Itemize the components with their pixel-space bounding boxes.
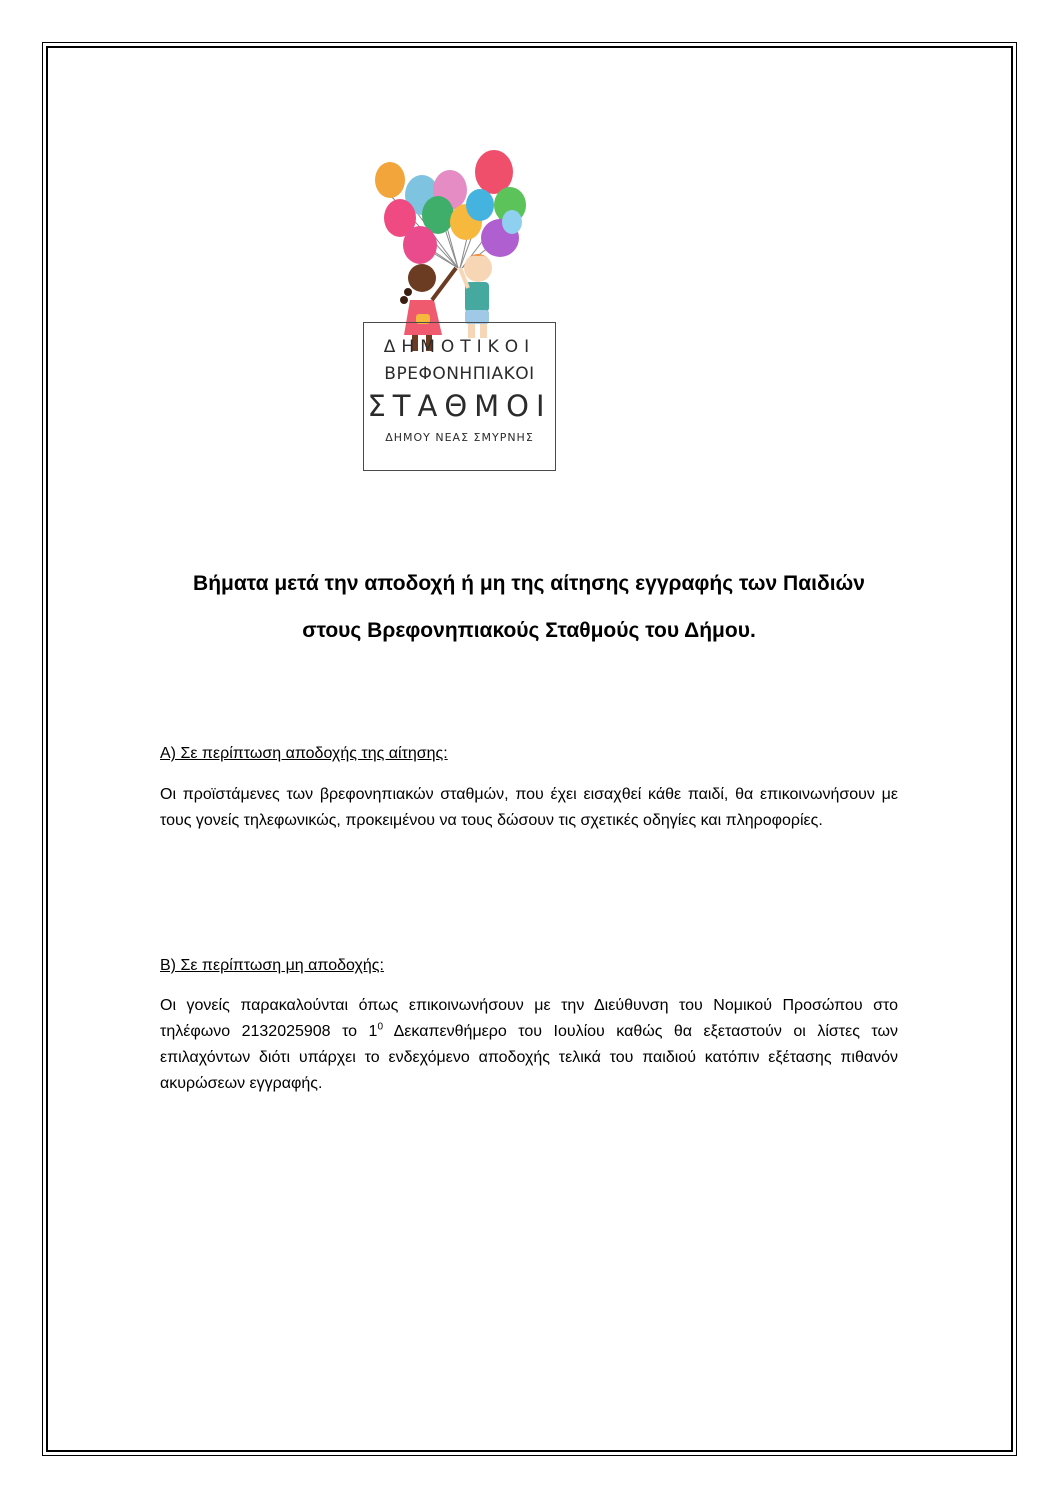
logo-text-box [363, 322, 556, 471]
section-a-body: Οι προϊστάμενες των βρεφονηπιακών σταθμών, που έχει εισαχθεί κάθε παιδί, θα επικοινωνήσουν με τους γονείς τηλεφωνικώς, προκειμένου να τους δώσουν τις σχετικές οδηγίες και πληροφορίες. [160, 786, 898, 829]
section-a-heading: Α) Σε περίπτωση αποδοχής της αίτησης: [160, 745, 448, 762]
logo-line-2: ΒΡΕΦΟΝΗΠΙΑΚΟΙ [384, 364, 535, 384]
section-b-body-superscript: 0 [377, 1021, 383, 1033]
section-b-heading: Β) Σε περίπτωση μη αποδοχής: [160, 957, 384, 974]
logo-line-4: ΔΗΜΟΥ ΝΕΑΣ ΣΜΥΡΝΗΣ [385, 431, 534, 444]
section-b-body [160, 993, 898, 1097]
section-b-body-part-2: Δεκαπενθήμερο του Ιουλίου καθώς θα εξεταστούν οι λίστες των επιλαχόντων διότι υπάρχει το ενδεχόμενο αποδοχής τελικά του παιδιού κατόπιν εξέτασης πιθανόν ακυρώσεων εγγραφής. [160, 1023, 899, 1092]
section-b-body-part-1: Οι γονείς παρακαλούνται όπως επικοινωνήσουν με την Διεύθυνση του Νομικού Προσώπου στο τηλέφωνο 2132025908 το 1 [160, 997, 898, 1040]
logo-line-1: ΔΗΜΟΤΙΚΟΙ [383, 337, 536, 357]
document-title-line-1: Βήματα μετά την αποδοχή ή μη της αίτησης εγγραφής των Παιδιών [193, 572, 865, 595]
nursery-logo [360, 150, 560, 475]
document-title-line-2: στους Βρεφονηπιακούς Σταθμούς του Δήμου. [302, 619, 756, 642]
logo-line-3: ΣΤΑΘΜΟΙ [367, 389, 552, 423]
